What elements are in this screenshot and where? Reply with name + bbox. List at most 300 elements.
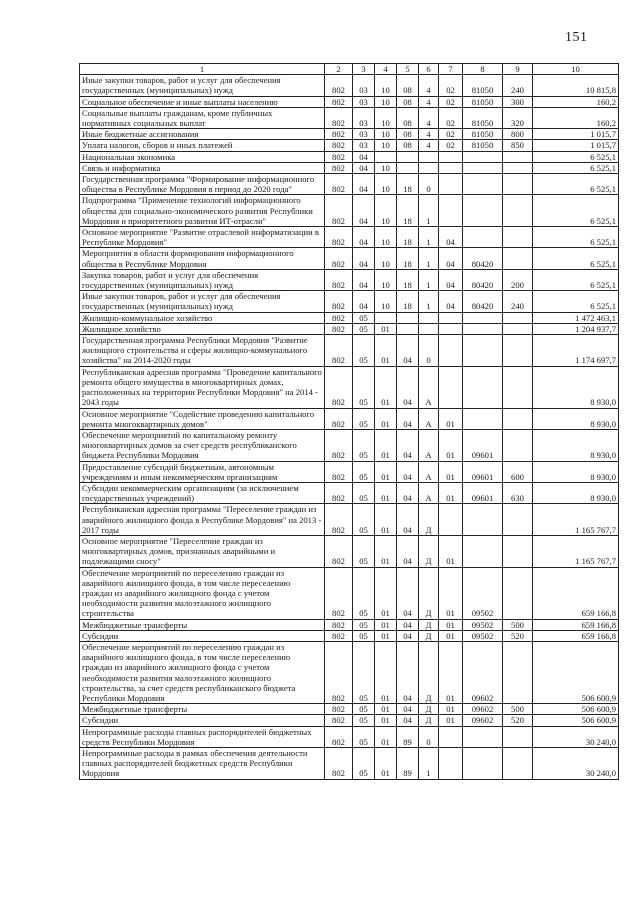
subprogram-cell (419, 323, 439, 334)
subsection-cell: 01 (375, 535, 397, 567)
program-cell: 08 (397, 107, 419, 128)
table-row (80, 504, 619, 536)
direction-cell (463, 312, 503, 323)
amount-cell: 6 525,1 (533, 151, 619, 162)
row-name-cell: Межбюджетные трансферты (80, 619, 325, 630)
table-row (80, 227, 619, 248)
subprogram-cell: Д (419, 567, 439, 619)
subprogram-cell: 1 (419, 227, 439, 248)
measure-cell: 01 (439, 630, 463, 641)
code-cell: 802 (325, 429, 353, 461)
code-cell: 802 (325, 323, 353, 334)
section-cell: 05 (353, 715, 375, 726)
amount-cell: 30 240,0 (533, 726, 619, 747)
table-row (80, 429, 619, 461)
row-name-cell: Государственная программа Республики Мордовия "Развитие жилищного строительства и сферы жилищно-коммунального хозяйства" на 2014-2020 годы (80, 335, 325, 367)
amount-cell: 659 166,8 (533, 630, 619, 641)
expense-type-cell (503, 335, 533, 367)
subsection-cell: 01 (375, 715, 397, 726)
section-cell: 03 (353, 129, 375, 140)
measure-cell (439, 312, 463, 323)
amount-cell: 160,2 (533, 96, 619, 107)
table-row (80, 482, 619, 503)
column-header: 5 (397, 64, 419, 75)
subsection-cell: 10 (375, 129, 397, 140)
section-cell: 05 (353, 461, 375, 482)
row-name-cell: Непрограммные расходы главных распорядителей бюджетных средств Республики Мордовия (80, 726, 325, 747)
code-cell: 802 (325, 174, 353, 195)
subprogram-cell: Д (419, 619, 439, 630)
measure-cell: 01 (439, 641, 463, 703)
direction-cell: 09601 (463, 461, 503, 482)
amount-cell: 160,2 (533, 107, 619, 128)
measure-cell (439, 366, 463, 408)
table-row (80, 619, 619, 630)
expense-type-cell: 520 (503, 715, 533, 726)
budget-table (79, 63, 619, 780)
direction-cell: 80420 (463, 248, 503, 269)
amount-cell: 8 930,0 (533, 429, 619, 461)
column-header: 6 (419, 64, 439, 75)
table-row (80, 151, 619, 162)
code-cell: 802 (325, 129, 353, 140)
program-cell: 04 (397, 335, 419, 367)
program-cell: 04 (397, 461, 419, 482)
subprogram-cell: Д (419, 630, 439, 641)
row-name-cell: Связь и информатика (80, 162, 325, 173)
table-row (80, 704, 619, 715)
subsection-cell: 01 (375, 704, 397, 715)
direction-cell (463, 335, 503, 367)
program-cell: 18 (397, 269, 419, 290)
direction-cell: 09602 (463, 715, 503, 726)
subprogram-cell: 4 (419, 129, 439, 140)
section-cell: 05 (353, 704, 375, 715)
table-row (80, 461, 619, 482)
table-row (80, 312, 619, 323)
row-name-cell: Иные закупки товаров, работ и услуг для обеспечения государственных (муниципальных) нужд (80, 291, 325, 312)
expense-type-cell (503, 162, 533, 173)
program-cell: 04 (397, 704, 419, 715)
row-name-cell: Социальные выплаты гражданам, кроме публичных нормативных социальных выплат (80, 107, 325, 128)
code-cell: 802 (325, 567, 353, 619)
measure-cell: 01 (439, 535, 463, 567)
program-cell: 08 (397, 75, 419, 96)
direction-cell (463, 408, 503, 429)
measure-cell (439, 323, 463, 334)
expense-type-cell: 320 (503, 107, 533, 128)
expense-type-cell (503, 748, 533, 780)
table-row (80, 726, 619, 747)
row-name-cell: Уплата налогов, сборов и иных платежей (80, 140, 325, 151)
program-cell: 04 (397, 641, 419, 703)
subsection-cell: 01 (375, 619, 397, 630)
code-cell: 802 (325, 140, 353, 151)
expense-type-cell (503, 408, 533, 429)
measure-cell (439, 726, 463, 747)
section-cell: 05 (353, 366, 375, 408)
subsection-cell: 10 (375, 291, 397, 312)
expense-type-cell (503, 312, 533, 323)
subprogram-cell: Д (419, 704, 439, 715)
program-cell: 04 (397, 567, 419, 619)
row-name-cell: Субсидии (80, 630, 325, 641)
row-name-cell: Обеспечение мероприятий по переселению граждан из аварийного жилищного фонда, в том числе переселению граждан из аварийного жилищного фонда с учетом необходимости развития малоэтажного жилищного строительства, за счет средств республиканского бюджета Республики Мордовия (80, 641, 325, 703)
code-cell: 802 (325, 366, 353, 408)
measure-cell: 02 (439, 96, 463, 107)
subprogram-cell: 0 (419, 726, 439, 747)
subprogram-cell: 0 (419, 174, 439, 195)
expense-type-cell (503, 641, 533, 703)
subprogram-cell: 4 (419, 75, 439, 96)
code-cell: 802 (325, 726, 353, 747)
code-cell: 802 (325, 748, 353, 780)
section-cell: 04 (353, 269, 375, 290)
amount-cell: 1 165 767,7 (533, 535, 619, 567)
section-cell: 05 (353, 408, 375, 429)
measure-cell (439, 162, 463, 173)
direction-cell (463, 151, 503, 162)
code-cell: 802 (325, 107, 353, 128)
subprogram-cell (419, 312, 439, 323)
measure-cell (439, 748, 463, 780)
direction-cell (463, 748, 503, 780)
table-row (80, 174, 619, 195)
subsection-cell: 10 (375, 248, 397, 269)
amount-cell: 6 525,1 (533, 227, 619, 248)
measure-cell: 01 (439, 619, 463, 630)
subsection-cell: 01 (375, 482, 397, 503)
amount-cell: 1 165 767,7 (533, 504, 619, 536)
column-header: 8 (463, 64, 503, 75)
program-cell: 18 (397, 248, 419, 269)
column-header: 7 (439, 64, 463, 75)
code-cell: 802 (325, 248, 353, 269)
direction-cell: 81050 (463, 75, 503, 96)
subprogram-cell: А (419, 429, 439, 461)
amount-cell: 506 600,9 (533, 704, 619, 715)
code-cell: 802 (325, 504, 353, 536)
amount-cell: 6 525,1 (533, 195, 619, 227)
direction-cell: 81050 (463, 107, 503, 128)
subsection-cell: 10 (375, 174, 397, 195)
subsection-cell: 01 (375, 504, 397, 536)
direction-cell (463, 366, 503, 408)
row-name-cell: Межбюджетные трансферты (80, 704, 325, 715)
direction-cell (463, 726, 503, 747)
row-name-cell: Основное мероприятие "Развитие отраслевой информатизации в Республике Мордовия" (80, 227, 325, 248)
direction-cell (463, 227, 503, 248)
subsection-cell: 01 (375, 567, 397, 619)
expense-type-cell (503, 726, 533, 747)
subsection-cell: 01 (375, 748, 397, 780)
code-cell: 802 (325, 641, 353, 703)
column-header: 9 (503, 64, 533, 75)
code-cell: 802 (325, 535, 353, 567)
subprogram-cell: Д (419, 535, 439, 567)
row-name-cell: Субсидии некоммерческим организациям (за исключением государственных учреждений) (80, 482, 325, 503)
amount-cell: 1 472 463,1 (533, 312, 619, 323)
expense-type-cell: 850 (503, 140, 533, 151)
section-cell: 05 (353, 504, 375, 536)
table-row (80, 248, 619, 269)
expense-type-cell (503, 248, 533, 269)
code-cell: 802 (325, 619, 353, 630)
measure-cell: 04 (439, 227, 463, 248)
program-cell: 04 (397, 366, 419, 408)
code-cell: 802 (325, 227, 353, 248)
subprogram-cell: 1 (419, 291, 439, 312)
measure-cell: 01 (439, 704, 463, 715)
expense-type-cell: 630 (503, 482, 533, 503)
table-row (80, 195, 619, 227)
expense-type-cell: 200 (503, 269, 533, 290)
subsection-cell: 01 (375, 726, 397, 747)
section-cell: 05 (353, 535, 375, 567)
subsection-cell: 10 (375, 140, 397, 151)
expense-type-cell (503, 227, 533, 248)
table-row (80, 129, 619, 140)
section-cell: 05 (353, 619, 375, 630)
row-name-cell: Республиканская адресная программа "Переселение граждан из аварийного жилищного фонда в Республике Мордовия" на 2013 - 2017 годы (80, 504, 325, 536)
direction-cell: 09502 (463, 567, 503, 619)
row-name-cell: Обеспечение мероприятий по капитальному ремонту многоквартирных домов за счет средств республиканского бюджета Республики Мордовия (80, 429, 325, 461)
code-cell: 802 (325, 269, 353, 290)
row-name-cell: Иные закупки товаров, работ и услуг для обеспечения государственных (муниципальных) нужд (80, 75, 325, 96)
subsection-cell: 10 (375, 162, 397, 173)
expense-type-cell (503, 567, 533, 619)
row-name-cell: Субсидии (80, 715, 325, 726)
code-cell: 802 (325, 461, 353, 482)
subsection-cell: 01 (375, 408, 397, 429)
column-header: 10 (533, 64, 619, 75)
subsection-cell (375, 312, 397, 323)
subprogram-cell: 4 (419, 96, 439, 107)
amount-cell: 10 815,8 (533, 75, 619, 96)
amount-cell: 1 204 937,7 (533, 323, 619, 334)
row-name-cell: Подпрограмма "Применение технологий информационного общества для социально-экономического развития Республики Мордовия и приоритетного развития ИТ-отрасли" (80, 195, 325, 227)
expense-type-cell: 240 (503, 291, 533, 312)
column-header: 2 (325, 64, 353, 75)
table-row (80, 323, 619, 334)
expense-type-cell (503, 504, 533, 536)
subsection-cell: 01 (375, 429, 397, 461)
table-row (80, 641, 619, 703)
program-cell: 18 (397, 291, 419, 312)
measure-cell: 01 (439, 567, 463, 619)
measure-cell (439, 151, 463, 162)
expense-type-cell: 300 (503, 96, 533, 107)
section-cell: 03 (353, 75, 375, 96)
program-cell: 18 (397, 227, 419, 248)
section-cell: 04 (353, 162, 375, 173)
direction-cell: 09602 (463, 641, 503, 703)
section-cell: 04 (353, 195, 375, 227)
section-cell: 05 (353, 323, 375, 334)
section-cell: 05 (353, 630, 375, 641)
subsection-cell: 01 (375, 461, 397, 482)
program-cell: 08 (397, 96, 419, 107)
measure-cell: 02 (439, 140, 463, 151)
amount-cell: 506 600,9 (533, 715, 619, 726)
amount-cell: 8 930,0 (533, 482, 619, 503)
amount-cell: 6 525,1 (533, 174, 619, 195)
amount-cell: 1 015,7 (533, 129, 619, 140)
row-name-cell: Иные бюджетные ассигнования (80, 129, 325, 140)
measure-cell: 02 (439, 75, 463, 96)
section-cell: 03 (353, 140, 375, 151)
table-row (80, 408, 619, 429)
row-name-cell: Обеспечение мероприятий по переселению граждан из аварийного жилищного фонда, в том числе переселению граждан из аварийного жилищного фонда с учетом необходимости развития малоэтажного жилищного строительства (80, 567, 325, 619)
program-cell: 18 (397, 174, 419, 195)
table-row (80, 75, 619, 96)
measure-cell: 01 (439, 408, 463, 429)
section-cell: 05 (353, 726, 375, 747)
table-row (80, 366, 619, 408)
table-row (80, 630, 619, 641)
code-cell: 802 (325, 630, 353, 641)
table-row (80, 567, 619, 619)
section-cell: 03 (353, 107, 375, 128)
section-cell: 05 (353, 641, 375, 703)
program-cell: 04 (397, 535, 419, 567)
page-number: 151 (565, 30, 588, 45)
program-cell: 89 (397, 726, 419, 747)
code-cell: 802 (325, 482, 353, 503)
expense-type-cell: 520 (503, 630, 533, 641)
section-cell: 05 (353, 335, 375, 367)
row-name-cell: Жилищно-коммунальное хозяйство (80, 312, 325, 323)
measure-cell: 01 (439, 482, 463, 503)
amount-cell: 6 525,1 (533, 269, 619, 290)
measure-cell: 04 (439, 291, 463, 312)
amount-cell: 6 525,1 (533, 162, 619, 173)
row-name-cell: Республиканская адресная программа "Проведение капитального ремонта общего имущества в многоквартирных домах, расположенных на территории Республики Мордовия" на 2014 - 2043 годы (80, 366, 325, 408)
measure-cell: 01 (439, 715, 463, 726)
subprogram-cell: 4 (419, 107, 439, 128)
subprogram-cell: 4 (419, 140, 439, 151)
direction-cell (463, 504, 503, 536)
expense-type-cell (503, 174, 533, 195)
row-name-cell: Непрограммные расходы в рамках обеспечения деятельности главных распорядителей бюджетных средств Республики Мордовия (80, 748, 325, 780)
section-cell: 04 (353, 291, 375, 312)
section-cell: 05 (353, 567, 375, 619)
amount-cell: 659 166,8 (533, 567, 619, 619)
expense-type-cell (503, 366, 533, 408)
section-cell: 05 (353, 482, 375, 503)
section-cell: 05 (353, 748, 375, 780)
measure-cell: 04 (439, 248, 463, 269)
direction-cell (463, 162, 503, 173)
amount-cell: 30 240,0 (533, 748, 619, 780)
expense-type-cell: 500 (503, 619, 533, 630)
amount-cell: 8 930,0 (533, 408, 619, 429)
amount-cell: 6 525,1 (533, 248, 619, 269)
code-cell: 802 (325, 162, 353, 173)
amount-cell: 8 930,0 (533, 366, 619, 408)
row-name-cell: Мероприятия в области формирования информационного общества в Республике Мордовия (80, 248, 325, 269)
direction-cell: 09502 (463, 619, 503, 630)
section-cell: 05 (353, 312, 375, 323)
table-row (80, 140, 619, 151)
measure-cell: 01 (439, 461, 463, 482)
direction-cell (463, 535, 503, 567)
direction-cell: 09601 (463, 482, 503, 503)
table-row (80, 269, 619, 290)
code-cell: 802 (325, 195, 353, 227)
header-row (80, 64, 619, 75)
subprogram-cell: 1 (419, 269, 439, 290)
program-cell: 04 (397, 630, 419, 641)
subprogram-cell: Д (419, 641, 439, 703)
direction-cell: 09602 (463, 704, 503, 715)
amount-cell: 6 525,1 (533, 291, 619, 312)
row-name-cell: Социальное обеспечение и иные выплаты населению (80, 96, 325, 107)
section-cell: 03 (353, 96, 375, 107)
program-cell (397, 151, 419, 162)
direction-cell: 81050 (463, 140, 503, 151)
program-cell (397, 323, 419, 334)
subprogram-cell (419, 151, 439, 162)
expense-type-cell (503, 195, 533, 227)
measure-cell (439, 335, 463, 367)
subsection-cell: 10 (375, 75, 397, 96)
row-name-cell: Предоставление субсидий бюджетным, автономным учреждениям и иным некоммерческим организациям (80, 461, 325, 482)
expense-type-cell (503, 429, 533, 461)
program-cell: 04 (397, 408, 419, 429)
subprogram-cell: 1 (419, 195, 439, 227)
subsection-cell: 01 (375, 335, 397, 367)
program-cell: 04 (397, 482, 419, 503)
code-cell: 802 (325, 96, 353, 107)
subprogram-cell: Д (419, 504, 439, 536)
row-name-cell: Основное мероприятие "Содействие проведению капитального ремонта многоквартирных домов" (80, 408, 325, 429)
code-cell: 802 (325, 408, 353, 429)
program-cell: 04 (397, 504, 419, 536)
amount-cell: 506 600,9 (533, 641, 619, 703)
table-row (80, 96, 619, 107)
expense-type-cell: 600 (503, 461, 533, 482)
expense-type-cell (503, 151, 533, 162)
subsection-cell: 10 (375, 96, 397, 107)
measure-cell: 01 (439, 429, 463, 461)
subprogram-cell: А (419, 482, 439, 503)
section-cell: 04 (353, 151, 375, 162)
row-name-cell: Основное мероприятие "Переселение граждан из многоквартирных домов, признанных аварийными и подлежащими сносу" (80, 535, 325, 567)
expense-type-cell (503, 323, 533, 334)
code-cell: 802 (325, 291, 353, 312)
code-cell: 802 (325, 151, 353, 162)
code-cell: 802 (325, 704, 353, 715)
program-cell: 04 (397, 715, 419, 726)
subsection-cell: 10 (375, 195, 397, 227)
table-row (80, 162, 619, 173)
expense-type-cell (503, 535, 533, 567)
code-cell: 802 (325, 312, 353, 323)
expense-type-cell: 500 (503, 704, 533, 715)
section-cell: 04 (353, 174, 375, 195)
section-cell: 04 (353, 248, 375, 269)
column-header: 1 (80, 64, 325, 75)
subprogram-cell: 0 (419, 335, 439, 367)
subsection-cell: 10 (375, 227, 397, 248)
subsection-cell: 10 (375, 107, 397, 128)
amount-cell: 8 930,0 (533, 461, 619, 482)
measure-cell: 02 (439, 129, 463, 140)
code-cell: 802 (325, 75, 353, 96)
expense-type-cell: 240 (503, 75, 533, 96)
amount-cell: 1 174 697,7 (533, 335, 619, 367)
